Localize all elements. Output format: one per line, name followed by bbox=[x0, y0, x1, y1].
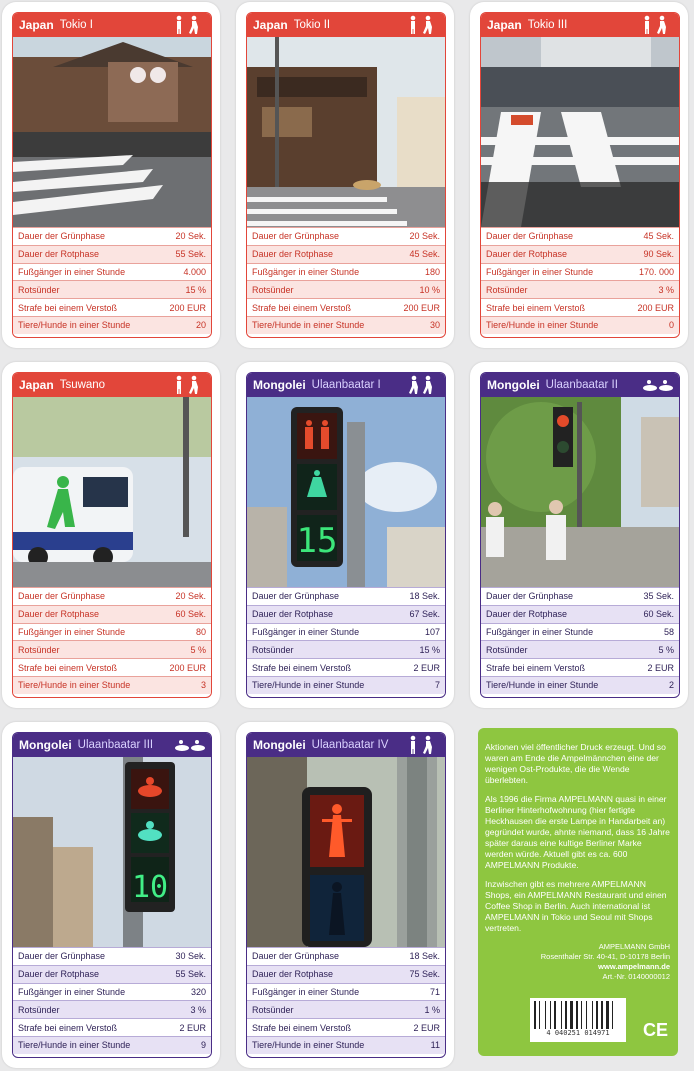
pedestrian-pair-icon bbox=[175, 375, 205, 395]
card-header bbox=[13, 373, 211, 397]
stat-row bbox=[13, 623, 211, 641]
company-info bbox=[478, 942, 678, 982]
barcode-bar bbox=[586, 1001, 587, 1029]
stat-row bbox=[13, 1036, 211, 1053]
stat-label: Tiere/Hunde in einer Stunde bbox=[247, 676, 396, 693]
quartet-card bbox=[236, 2, 454, 348]
card-country: Japan bbox=[487, 18, 522, 32]
stat-label: Tiere/Hunde in einer Stunde bbox=[247, 316, 390, 333]
card-photo bbox=[13, 757, 211, 947]
back-paragraph: Als 1996 die Firma AMPELMANN quasi in einer Berliner Hinterhofwohnung (hier fertigte Heckhausen die erste Lampe in Handarbeit an) gegründet wurde, ahnte niemand, dass 16 Jahre später daraus eine kultige Berliner Marke werden würde. Aktuell gibt es ca. 600 AMPELMANN Produkte. bbox=[485, 794, 670, 870]
card-frame bbox=[246, 732, 446, 1058]
stat-label: Strafe bei einem Verstoß bbox=[481, 659, 630, 677]
stat-row bbox=[481, 281, 679, 299]
stat-row bbox=[13, 316, 211, 333]
card-city: Ulaanbaatar II bbox=[545, 379, 618, 391]
barcode-bar bbox=[537, 1001, 538, 1029]
stat-row bbox=[247, 1019, 445, 1037]
card-frame bbox=[12, 12, 212, 338]
stat-row bbox=[13, 605, 211, 623]
stat-label: Fußgänger in einer Stunde bbox=[13, 983, 162, 1001]
barcode-bar bbox=[594, 1001, 595, 1029]
barcode-bar bbox=[557, 1001, 560, 1029]
stat-value: 67 Sek. bbox=[396, 605, 445, 623]
stat-value: 20 Sek. bbox=[156, 228, 211, 246]
stat-row bbox=[247, 281, 445, 299]
card-frame bbox=[12, 372, 212, 698]
barcode-bar bbox=[550, 1001, 551, 1029]
stats-table bbox=[247, 227, 445, 334]
quartet-card bbox=[2, 2, 220, 348]
barcode-bar bbox=[570, 1001, 573, 1029]
stat-label: Dauer der Rotphase bbox=[13, 965, 162, 983]
card-header-icons bbox=[175, 375, 205, 395]
card-frame bbox=[246, 12, 446, 338]
stat-value: 2 bbox=[630, 676, 679, 693]
stat-row bbox=[481, 676, 679, 693]
stat-label: Tiere/Hunde in einer Stunde bbox=[481, 676, 630, 693]
stat-value: 2 EUR bbox=[162, 1019, 211, 1037]
stat-label: Dauer der Grünphase bbox=[13, 588, 156, 606]
card-header bbox=[13, 733, 211, 757]
ce-mark: CE bbox=[642, 1020, 668, 1040]
stats-table bbox=[247, 587, 445, 694]
stat-label: Dauer der Rotphase bbox=[247, 245, 390, 263]
card-header-icons bbox=[643, 375, 673, 395]
stats-table bbox=[13, 227, 211, 334]
stat-row bbox=[481, 659, 679, 677]
stat-value: 5 % bbox=[630, 641, 679, 659]
card-city: Ulaanbaatar I bbox=[311, 379, 381, 391]
barcode-bar bbox=[606, 1001, 609, 1029]
stat-row bbox=[13, 245, 211, 263]
stat-row bbox=[247, 263, 445, 281]
stat-label: Strafe bei einem Verstoß bbox=[13, 659, 156, 677]
stat-label: Strafe bei einem Verstoß bbox=[247, 299, 390, 317]
card-header bbox=[481, 13, 679, 37]
stat-row bbox=[13, 281, 211, 299]
stat-label: Fußgänger in einer Stunde bbox=[247, 263, 390, 281]
card-country: Japan bbox=[19, 378, 54, 392]
stat-label: Rotsünder bbox=[13, 1001, 162, 1019]
stat-row bbox=[247, 983, 445, 1001]
barcode-bar bbox=[592, 1001, 593, 1029]
stat-label: Strafe bei einem Verstoß bbox=[247, 1019, 396, 1037]
scene-illustration bbox=[481, 37, 679, 227]
stat-value: 2 EUR bbox=[396, 659, 445, 677]
back-paragraph: Aktionen viel öffentlicher Druck erzeugt. Und so waren am Ende die Ampelmännchen eine der wenigen Ost-Produkte, die die Wende überlebten. bbox=[485, 742, 666, 785]
stat-value: 200 EUR bbox=[390, 299, 445, 317]
barcode-bar bbox=[547, 1001, 549, 1029]
stat-label: Dauer der Grünphase bbox=[481, 228, 624, 246]
stat-label: Dauer der Rotphase bbox=[247, 605, 396, 623]
barcode-bar bbox=[568, 1001, 569, 1029]
pedestrian-pair-icon bbox=[175, 15, 205, 35]
card-frame bbox=[246, 372, 446, 698]
stat-label: Dauer der Rotphase bbox=[13, 605, 156, 623]
stat-value: 35 Sek. bbox=[630, 588, 679, 606]
back-paragraph: Inzwischen gibt es mehrere AMPELMANN Shops, ein AMPELMANN Restaurant und einen Coffee Shop in Berlin. Auch international ist AMPELMANN in Tokio und Seoul mit Shops vertreten. bbox=[485, 879, 667, 933]
stat-row bbox=[481, 245, 679, 263]
quartet-card bbox=[236, 362, 454, 708]
stat-row bbox=[13, 965, 211, 983]
stat-value: 30 Sek. bbox=[162, 948, 211, 966]
stat-value: 15 % bbox=[156, 281, 211, 299]
stat-row bbox=[13, 983, 211, 1001]
card-country: Mongolei bbox=[19, 738, 72, 752]
stat-row bbox=[13, 948, 211, 966]
stat-row bbox=[247, 641, 445, 659]
stat-value: 2 EUR bbox=[630, 659, 679, 677]
stat-row bbox=[247, 1001, 445, 1019]
stat-value: 75 Sek. bbox=[396, 965, 445, 983]
quartet-card bbox=[470, 2, 688, 348]
company-website: www.ampelmann.de bbox=[598, 962, 670, 971]
card-photo bbox=[13, 37, 211, 227]
stat-row bbox=[247, 316, 445, 333]
stat-row bbox=[247, 1036, 445, 1053]
scene-illustration bbox=[13, 757, 211, 947]
scene-illustration bbox=[247, 397, 445, 587]
stat-label: Rotsünder bbox=[13, 641, 156, 659]
dancer-pair-icon bbox=[409, 375, 439, 395]
stat-row bbox=[481, 641, 679, 659]
card-back bbox=[478, 728, 678, 1056]
card-photo bbox=[247, 757, 445, 947]
stat-value: 20 bbox=[156, 316, 211, 333]
stat-row bbox=[247, 623, 445, 641]
stat-value: 7 bbox=[396, 676, 445, 693]
stat-label: Rotsünder bbox=[247, 641, 396, 659]
stat-label: Fußgänger in einer Stunde bbox=[247, 983, 396, 1001]
barcode-bar bbox=[554, 1001, 556, 1029]
card-city: Ulaanbaatar III bbox=[77, 739, 154, 751]
horse-rider-pair-icon bbox=[643, 375, 673, 395]
stat-value: 58 bbox=[630, 623, 679, 641]
horse-rider-pair-icon bbox=[175, 735, 205, 755]
stat-label: Strafe bei einem Verstoß bbox=[13, 1019, 162, 1037]
stat-label: Dauer der Grünphase bbox=[247, 948, 396, 966]
barcode-bar bbox=[565, 1001, 567, 1029]
stat-value: 200 EUR bbox=[156, 299, 211, 317]
stat-row bbox=[13, 1019, 211, 1037]
card-city: Tokio II bbox=[293, 19, 331, 31]
card-header-icons bbox=[643, 15, 673, 35]
stat-value: 80 bbox=[156, 623, 211, 641]
barcode bbox=[530, 998, 626, 1042]
stat-label: Dauer der Grünphase bbox=[247, 228, 390, 246]
company-address: Rosenthaler Str. 40-41, D-10178 Berlin bbox=[540, 952, 670, 961]
stat-row bbox=[247, 948, 445, 966]
scene-illustration bbox=[13, 397, 211, 587]
stat-row bbox=[481, 228, 679, 246]
card-header bbox=[247, 733, 445, 757]
stats-table bbox=[13, 947, 211, 1054]
barcode-bar bbox=[610, 1001, 611, 1029]
stat-label: Fußgänger in einer Stunde bbox=[481, 623, 630, 641]
stat-value: 55 Sek. bbox=[156, 245, 211, 263]
barcode-bar bbox=[601, 1001, 603, 1029]
card-city: Tokio I bbox=[59, 19, 93, 31]
barcode-bar bbox=[596, 1001, 598, 1029]
card-city: Tokio III bbox=[527, 19, 568, 31]
barcode-bar bbox=[583, 1001, 585, 1029]
stat-label: Dauer der Grünphase bbox=[13, 948, 162, 966]
stat-value: 18 Sek. bbox=[396, 588, 445, 606]
stat-value: 3 bbox=[156, 676, 211, 693]
card-city: Ulaanbaatar IV bbox=[311, 739, 389, 751]
barcode-bar bbox=[588, 1001, 591, 1029]
barcode-bars bbox=[534, 1001, 622, 1029]
card-country: Mongolei bbox=[487, 378, 540, 392]
stat-value: 45 Sek. bbox=[624, 228, 679, 246]
quartet-card bbox=[2, 722, 220, 1068]
card-back-text bbox=[478, 728, 678, 934]
stat-row bbox=[481, 263, 679, 281]
barcode-bar bbox=[534, 1001, 536, 1029]
stat-value: 71 bbox=[396, 983, 445, 1001]
barcode-bar bbox=[599, 1001, 600, 1029]
barcode-bar bbox=[561, 1001, 562, 1029]
stats-table bbox=[13, 587, 211, 694]
stat-label: Dauer der Grünphase bbox=[247, 588, 396, 606]
stat-label: Strafe bei einem Verstoß bbox=[481, 299, 624, 317]
stat-label: Dauer der Grünphase bbox=[13, 228, 156, 246]
stat-value: 60 Sek. bbox=[630, 605, 679, 623]
card-header bbox=[13, 13, 211, 37]
card-photo bbox=[481, 397, 679, 587]
stat-label: Fußgänger in einer Stunde bbox=[481, 263, 624, 281]
stat-row bbox=[247, 588, 445, 606]
stat-value: 15 % bbox=[396, 641, 445, 659]
stat-label: Tiere/Hunde in einer Stunde bbox=[13, 316, 156, 333]
quartet-card bbox=[470, 362, 688, 708]
barcode-bar bbox=[612, 1001, 613, 1029]
card-country: Mongolei bbox=[253, 738, 306, 752]
stats-table bbox=[481, 227, 679, 334]
stat-row bbox=[481, 299, 679, 317]
archer-pair-icon bbox=[409, 735, 439, 755]
barcode-bar bbox=[552, 1001, 553, 1029]
stat-label: Dauer der Rotphase bbox=[13, 245, 156, 263]
barcode-bar bbox=[581, 1001, 582, 1029]
card-header bbox=[481, 373, 679, 397]
card-header-icons bbox=[175, 15, 205, 35]
stat-value: 11 bbox=[396, 1036, 445, 1053]
barcode-bar bbox=[541, 1001, 544, 1029]
card-frame bbox=[480, 12, 680, 338]
card-photo bbox=[481, 37, 679, 227]
stat-label: Dauer der Rotphase bbox=[481, 245, 624, 263]
stat-label: Tiere/Hunde in einer Stunde bbox=[13, 676, 156, 693]
card-city: Tsuwano bbox=[59, 379, 106, 391]
pedestrian-pair-icon bbox=[409, 15, 439, 35]
stat-value: 55 Sek. bbox=[162, 965, 211, 983]
barcode-bar bbox=[539, 1001, 540, 1029]
stat-label: Rotsünder bbox=[247, 281, 390, 299]
stat-row bbox=[247, 228, 445, 246]
barcode-bar bbox=[579, 1001, 580, 1029]
barcode-bar bbox=[614, 1001, 616, 1029]
scene-illustration bbox=[13, 37, 211, 227]
stat-value: 3 % bbox=[624, 281, 679, 299]
stat-row bbox=[247, 245, 445, 263]
stat-label: Rotsünder bbox=[13, 281, 156, 299]
stat-row bbox=[13, 1001, 211, 1019]
stat-value: 60 Sek. bbox=[156, 605, 211, 623]
quartet-card bbox=[2, 362, 220, 708]
stat-value: 0 bbox=[624, 316, 679, 333]
stat-value: 3 % bbox=[162, 1001, 211, 1019]
stat-row bbox=[481, 623, 679, 641]
stat-value: 20 Sek. bbox=[156, 588, 211, 606]
card-frame bbox=[480, 372, 680, 698]
card-header bbox=[247, 373, 445, 397]
barcode-number: 4 040251 014971 bbox=[546, 1029, 610, 1037]
card-photo bbox=[247, 37, 445, 227]
stat-label: Tiere/Hunde in einer Stunde bbox=[481, 316, 624, 333]
stat-label: Fußgänger in einer Stunde bbox=[247, 623, 396, 641]
stat-value: 45 Sek. bbox=[390, 245, 445, 263]
stat-row bbox=[13, 676, 211, 693]
stat-row bbox=[481, 605, 679, 623]
stat-value: 4.000 bbox=[156, 263, 211, 281]
article-number: Art.-Nr. 0140000012 bbox=[602, 972, 670, 981]
stat-value: 18 Sek. bbox=[396, 948, 445, 966]
stat-value: 5 % bbox=[156, 641, 211, 659]
stats-table bbox=[247, 947, 445, 1054]
stat-value: 1 % bbox=[396, 1001, 445, 1019]
stat-value: 200 EUR bbox=[156, 659, 211, 677]
company-name: AMPELMANN GmbH bbox=[598, 942, 670, 951]
card-country: Japan bbox=[253, 18, 288, 32]
stat-label: Rotsünder bbox=[247, 1001, 396, 1019]
stat-value: 10 % bbox=[390, 281, 445, 299]
quartet-card bbox=[236, 722, 454, 1068]
card-header bbox=[247, 13, 445, 37]
stat-row bbox=[247, 965, 445, 983]
scene-illustration bbox=[247, 757, 445, 947]
card-header-icons bbox=[409, 735, 439, 755]
card-country: Japan bbox=[19, 18, 54, 32]
stat-value: 20 Sek. bbox=[390, 228, 445, 246]
stat-row bbox=[13, 641, 211, 659]
barcode-bar bbox=[545, 1001, 546, 1029]
stat-row bbox=[247, 659, 445, 677]
stat-row bbox=[13, 659, 211, 677]
stat-label: Dauer der Rotphase bbox=[247, 965, 396, 983]
scene-illustration bbox=[247, 37, 445, 227]
stat-label: Strafe bei einem Verstoß bbox=[13, 299, 156, 317]
stat-label: Tiere/Hunde in einer Stunde bbox=[13, 1036, 162, 1053]
card-country: Mongolei bbox=[253, 378, 306, 392]
barcode-bar bbox=[604, 1001, 605, 1029]
barcode-bar bbox=[574, 1001, 575, 1029]
pedestrian-pair-icon bbox=[643, 15, 673, 35]
card-header-icons bbox=[175, 735, 205, 755]
stat-label: Rotsünder bbox=[481, 641, 630, 659]
stat-label: Strafe bei einem Verstoß bbox=[247, 659, 396, 677]
stat-value: 200 EUR bbox=[624, 299, 679, 317]
stat-label: Dauer der Rotphase bbox=[481, 605, 630, 623]
stat-label: Rotsünder bbox=[481, 281, 624, 299]
stat-row bbox=[481, 316, 679, 333]
stat-row bbox=[13, 588, 211, 606]
barcode-bar bbox=[576, 1001, 578, 1029]
stat-row bbox=[481, 588, 679, 606]
stat-row bbox=[13, 263, 211, 281]
stat-value: 2 EUR bbox=[396, 1019, 445, 1037]
card-header-icons bbox=[409, 375, 439, 395]
stat-row bbox=[247, 676, 445, 693]
card-photo bbox=[247, 397, 445, 587]
stat-value: 9 bbox=[162, 1036, 211, 1053]
stat-label: Fußgänger in einer Stunde bbox=[13, 623, 156, 641]
stat-value: 180 bbox=[390, 263, 445, 281]
svg-text:15: 15 bbox=[296, 521, 338, 561]
stat-row bbox=[13, 228, 211, 246]
svg-text:10: 10 bbox=[131, 870, 169, 905]
stat-label: Fußgänger in einer Stunde bbox=[13, 263, 156, 281]
card-photo bbox=[13, 397, 211, 587]
stat-value: 107 bbox=[396, 623, 445, 641]
scene-illustration bbox=[481, 397, 679, 587]
stat-value: 320 bbox=[162, 983, 211, 1001]
card-header-icons bbox=[409, 15, 439, 35]
stat-value: 90 Sek. bbox=[624, 245, 679, 263]
stats-table bbox=[481, 587, 679, 694]
card-frame bbox=[12, 732, 212, 1058]
stat-value: 30 bbox=[390, 316, 445, 333]
stat-row bbox=[247, 605, 445, 623]
stat-label: Tiere/Hunde in einer Stunde bbox=[247, 1036, 396, 1053]
barcode-bar bbox=[563, 1001, 564, 1029]
stat-row bbox=[13, 299, 211, 317]
stat-value: 170. 000 bbox=[624, 263, 679, 281]
stat-label: Dauer der Grünphase bbox=[481, 588, 630, 606]
stat-row bbox=[247, 299, 445, 317]
